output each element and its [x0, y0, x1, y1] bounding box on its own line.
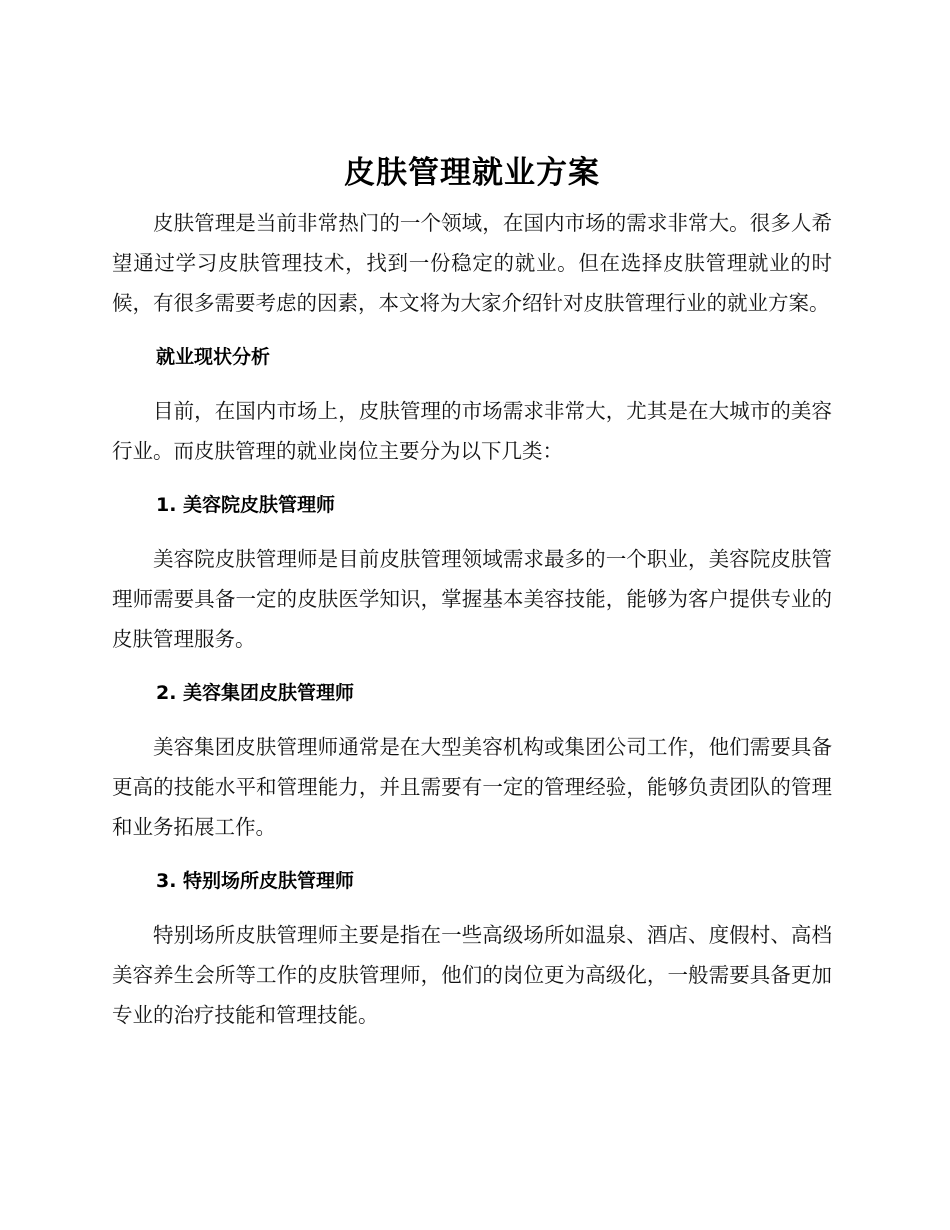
spacer — [112, 713, 832, 727]
intro-paragraph: 皮肤管理是当前非常热门的一个领域，在国内市场的需求非常大。很多人希望通过学习皮肤管理技术，找到一份稳定的就业。但在选择皮肤管理就业的时候，有很多需要考虑的因素，本文将为大家介绍针对皮肤管理行业的就业方案。 — [112, 211, 832, 315]
item-paragraph-3: 特别场所皮肤管理师主要是指在一些高级场所如温泉、酒店、度假村、高档美容养生会所等工作的皮肤管理师，他们的岗位更为高级化，一般需要具备更加专业的治疗技能和管理技能。 — [112, 923, 832, 1027]
item-heading-3: 3. 特别场所皮肤管理师 — [156, 870, 355, 892]
spacer — [112, 525, 832, 539]
spacer — [112, 901, 832, 915]
item-heading-1: 1. 美容院皮肤管理师 — [156, 494, 336, 516]
spacer — [112, 847, 832, 861]
section-heading: 就业现状分析 — [156, 346, 271, 368]
spacer — [112, 659, 832, 673]
spacer — [112, 323, 832, 337]
item-paragraph-1: 美容院皮肤管理师是目前皮肤管理领域需求最多的一个职业，美容院皮肤管理师需要具备一定的皮肤医学知识，掌握基本美容技能，能够为客户提供专业的皮肤管理服务。 — [112, 547, 832, 651]
spacer — [112, 471, 832, 485]
section-intro-paragraph: 目前，在国内市场上，皮肤管理的市场需求非常大，尤其是在大城市的美容行业。而皮肤管理的就业岗位主要分为以下几类： — [112, 399, 832, 463]
document-title: 皮肤管理就业方案 — [344, 155, 600, 191]
item-heading-2: 2. 美容集团皮肤管理师 — [156, 682, 355, 704]
spacer — [112, 377, 832, 391]
item-paragraph-2: 美容集团皮肤管理师通常是在大型美容机构或集团公司工作，他们需要具备更高的技能水平和管理能力，并且需要有一定的管理经验，能够负责团队的管理和业务拓展工作。 — [112, 735, 832, 839]
